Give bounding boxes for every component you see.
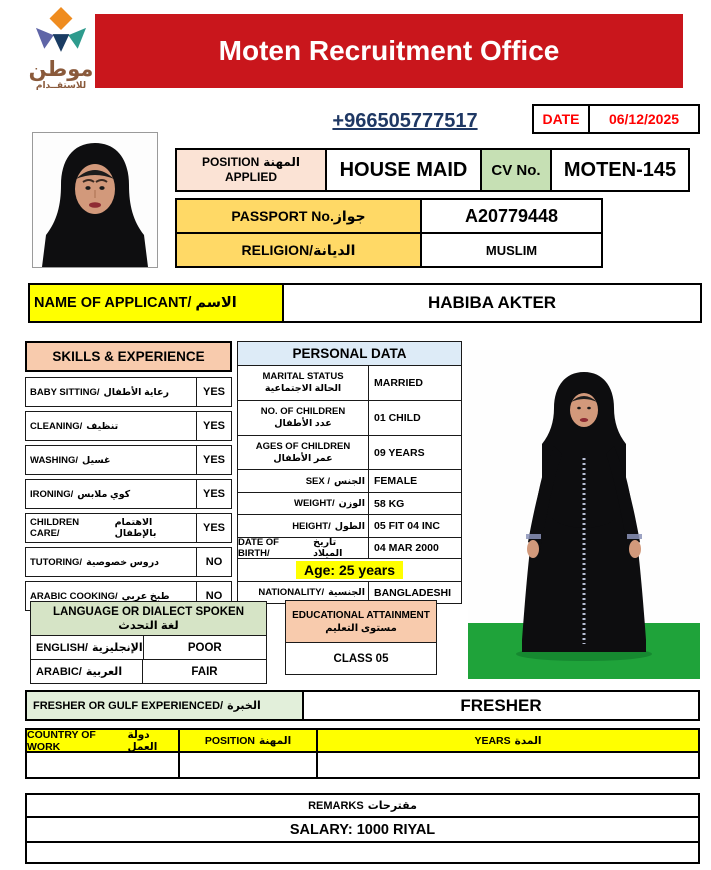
skill-row-tutoring: TUTORING/ دروس خصوصية NO: [25, 547, 232, 577]
experience-label: FRESHER OR GULF EXPERIENCED/ الخبرة: [27, 692, 304, 719]
education-table: [285, 600, 437, 675]
applicant-name: HABIBA AKTER: [427, 293, 557, 312]
position-value: HOUSE MAID: [327, 150, 482, 190]
portrait-illustration: [33, 133, 157, 267]
applicant-fullbody-photo: [468, 350, 700, 679]
office-title: Moten Recruitment Office: [218, 35, 560, 66]
logo-mark-icon: [28, 6, 94, 54]
office-title-banner: [95, 14, 683, 88]
skill-row-ironing: IRONING/ كوي ملابس YES: [25, 479, 232, 509]
language-title: LANGUAGE OR DIALECT SPOKEN لغة التحدث: [31, 602, 266, 636]
experience-value: FRESHER: [460, 695, 542, 715]
applicant-name-row: [28, 283, 702, 323]
skill-row-arabic-cooking: ARABIC COOKING/ طبخ عربي NO: [25, 581, 232, 611]
language-row-arabic: ARABIC/ العربية FAIR: [31, 660, 266, 683]
personal-data-title: PERSONAL DATA: [238, 342, 461, 366]
skills-title: SKILLS & EXPERIENCE: [25, 341, 232, 372]
skill-row-cleaning: CLEANING/ تنظيف YES: [25, 411, 232, 441]
cv-no-label: CV No.: [482, 150, 552, 190]
work-history-empty-row: [27, 753, 698, 777]
experience-row: [25, 690, 700, 721]
skills-table: [25, 341, 232, 615]
fullbody-illustration: [468, 350, 700, 679]
date-label: DATE: [534, 106, 590, 132]
education-value: CLASS 05: [285, 643, 437, 675]
passport-religion-table: [175, 198, 603, 268]
language-table: [30, 601, 267, 684]
date-of-birth-row: DATE OF BIRTH/ تاريخ الميلاد 04 MAR 2000: [238, 538, 461, 559]
passport-row: PASSPORT No. جواز A20779448: [177, 200, 601, 234]
remarks-table: [25, 793, 700, 864]
logo-brand-text: موطن: [28, 58, 94, 81]
applicant-portrait-photo: [32, 132, 158, 268]
name-label: NAME OF APPLICANT/ الاسم: [30, 285, 284, 321]
height-row: HEIGHT/ الطول 05 FIT 04 INC: [238, 515, 461, 538]
nationality-row: NATIONALITY/ الجنسية BANGLADESHI: [238, 582, 461, 603]
logo-tagline-text: للاستقــدام: [35, 80, 87, 90]
cv-no-value: MOTEN-145: [563, 158, 677, 181]
position-applied-row: [175, 148, 690, 192]
skill-row-babysitting: BABY SITTING/ رعاية الأطفال YES: [25, 377, 232, 407]
age-row: [238, 559, 461, 582]
passport-number: A20779448: [464, 205, 559, 226]
sex-row: SEX / الجنس FEMALE: [238, 470, 461, 493]
religion-row: RELIGION/ الديانة MUSLIM: [177, 234, 601, 266]
date-value: 06/12/2025: [608, 111, 680, 127]
religion-value: MUSLIM: [485, 242, 538, 258]
personal-data-table: [237, 341, 462, 604]
position-applied-label: POSITION المهنة APPLIED: [177, 150, 327, 190]
work-history-table: [25, 728, 700, 779]
no-of-children-row: NO. OF CHILDREN عدد الأطفال 01 CHILD: [238, 401, 461, 436]
agency-logo: [26, 6, 96, 98]
date-box: [532, 104, 700, 134]
age-highlight: Age: 25 years: [296, 561, 403, 579]
remarks-empty-row: [27, 843, 698, 862]
marital-status-row: MARITAL STATUS الحالة الاجتماعية MARRIED: [238, 366, 461, 401]
remarks-title: REMARKS مقترحات: [27, 795, 698, 818]
phone-link[interactable]: +966505777517: [332, 110, 478, 132]
language-row-english: ENGLISH/ الإنجليزية POOR: [31, 636, 266, 660]
ages-of-children-row: AGES OF CHILDREN عمر الأطفال 09 YEARS: [238, 436, 461, 470]
salary-value: SALARY: 1000 RIYAL: [27, 818, 698, 843]
work-history-header: COUNTRY OF WORK دولة العمل POSITION المهنة YEARS المدة: [27, 730, 698, 753]
weight-row: WEIGHT/ الوزن 58 KG: [238, 493, 461, 515]
skill-row-children-care: CHILDREN CARE/ الاهتمام بالإطفال YES: [25, 513, 232, 543]
skill-row-washing: WASHING/ غسيل YES: [25, 445, 232, 475]
education-title: EDUCATIONAL ATTAINMENT مستوى التعليم: [285, 600, 437, 643]
